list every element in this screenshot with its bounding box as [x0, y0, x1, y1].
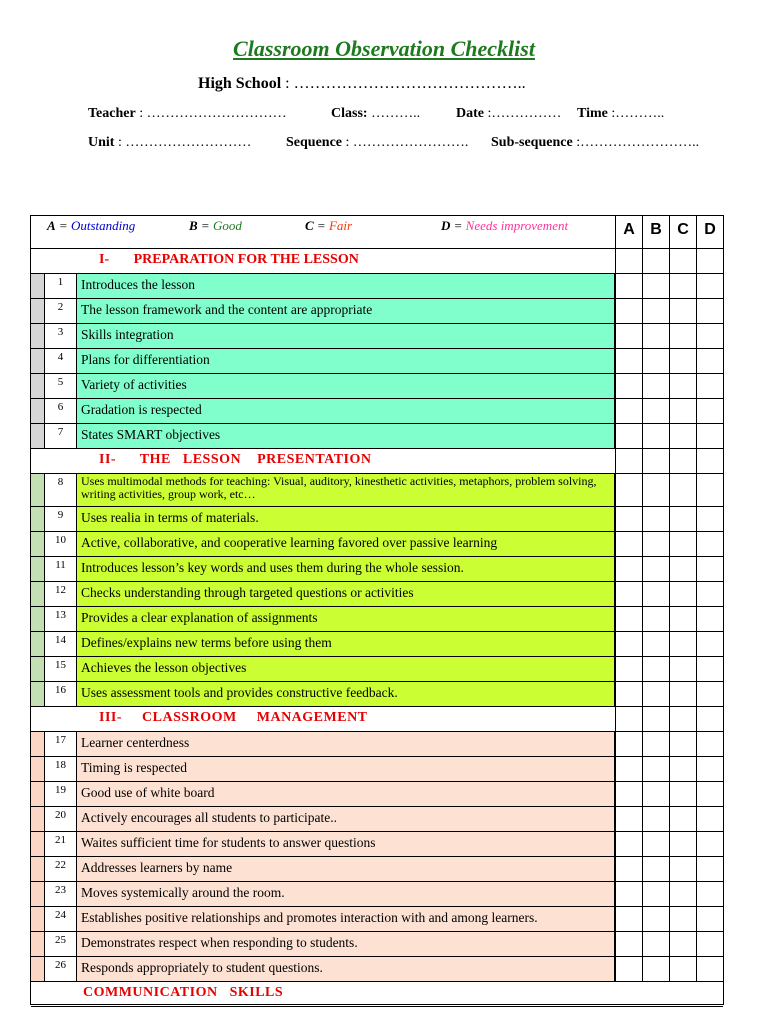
- time-label: Time: [577, 106, 608, 121]
- rating-box-a[interactable]: [615, 932, 642, 956]
- rating-box-d[interactable]: [696, 957, 723, 981]
- rating-box-b[interactable]: [642, 299, 669, 323]
- rating-box-c[interactable]: [669, 682, 696, 706]
- section-title: II- THE LESSON PRESENTATION: [99, 452, 372, 467]
- section-header-row: [31, 449, 723, 474]
- rating-box-b[interactable]: [642, 349, 669, 373]
- rating-box-d[interactable]: [696, 682, 723, 706]
- item-description: Checks understanding through targeted questions or activities: [77, 582, 615, 606]
- item-description: Establishes positive relationships and promotes interaction with and among learners.: [77, 907, 615, 931]
- item-number: 14: [45, 632, 77, 656]
- section-blank-cell: [642, 707, 669, 731]
- rating-box-c[interactable]: [669, 657, 696, 681]
- row-margin-strip: [31, 424, 45, 448]
- checklist-item-row: [31, 349, 723, 374]
- rating-box-d[interactable]: [696, 757, 723, 781]
- rating-box-a[interactable]: [615, 632, 642, 656]
- rating-box-a[interactable]: [615, 557, 642, 581]
- item-description: Uses multimodal methods for teaching: Visual, auditory, kinesthetic activities, metaphors, problem solving, writing activities, group work, etc…: [77, 474, 615, 506]
- item-number: 11: [45, 557, 77, 581]
- rating-box-c[interactable]: [669, 757, 696, 781]
- teacher-field[interactable]: : …………………………: [135, 106, 287, 121]
- rating-box-b[interactable]: [642, 682, 669, 706]
- checklist-item-row: [31, 732, 723, 757]
- row-margin-strip: [31, 857, 45, 881]
- rating-box-b[interactable]: [642, 399, 669, 423]
- rating-box-b[interactable]: [642, 882, 669, 906]
- date-label: Date: [456, 106, 484, 121]
- item-description: Good use of white board: [77, 782, 615, 806]
- checklist-item-row: [31, 374, 723, 399]
- rating-box-c[interactable]: [669, 532, 696, 556]
- time-field[interactable]: :………..: [607, 106, 665, 121]
- item-description: Uses realia in terms of materials.: [77, 507, 615, 531]
- subsequence-field[interactable]: :……………………..: [572, 135, 700, 150]
- section-title: I- PREPARATION FOR THE LESSON: [99, 252, 359, 267]
- rating-box-a[interactable]: [615, 507, 642, 531]
- section-blank-cell: [669, 707, 696, 731]
- rating-box-a[interactable]: [615, 274, 642, 298]
- rating-box-d[interactable]: [696, 907, 723, 931]
- page-title: Classroom Observation Checklist: [233, 36, 535, 61]
- item-number: 13: [45, 607, 77, 631]
- row-margin-strip: [31, 299, 45, 323]
- rating-box-b[interactable]: [642, 932, 669, 956]
- rating-box-c[interactable]: [669, 807, 696, 831]
- rating-box-c[interactable]: [669, 399, 696, 423]
- item-description: Variety of activities: [77, 374, 615, 398]
- rating-box-c[interactable]: [669, 782, 696, 806]
- rating-box-a[interactable]: [615, 782, 642, 806]
- class-field[interactable]: ………..: [367, 106, 421, 121]
- rating-box-a[interactable]: [615, 657, 642, 681]
- item-description: Demonstrates respect when responding to students.: [77, 932, 615, 956]
- rating-box-d[interactable]: [696, 832, 723, 856]
- item-description: The lesson framework and the content are appropriate: [77, 299, 615, 323]
- rating-box-c[interactable]: [669, 857, 696, 881]
- rating-box-d[interactable]: [696, 857, 723, 881]
- unit-label: Unit: [88, 135, 115, 150]
- section-title: COMMUNICATION SKILLS: [83, 985, 284, 1000]
- rating-box-a[interactable]: [615, 374, 642, 398]
- high-school-field[interactable]: : ……………………………………..: [281, 75, 526, 92]
- rating-box-d[interactable]: [696, 374, 723, 398]
- rating-box-b[interactable]: [642, 424, 669, 448]
- rating-box-c[interactable]: [669, 507, 696, 531]
- subsequence-label: Sub-sequence: [491, 135, 573, 150]
- checklist-item-row: [31, 474, 723, 507]
- section-header-row: [31, 249, 723, 274]
- section-blank-cell: [615, 707, 642, 731]
- checklist-item-row: [31, 857, 723, 882]
- row-margin-strip: [31, 274, 45, 298]
- section-blank-cell: [642, 249, 669, 273]
- item-number: 5: [45, 374, 77, 398]
- legend-d: D = Needs improvement: [441, 218, 569, 233]
- rating-box-d[interactable]: [696, 607, 723, 631]
- rating-box-d[interactable]: [696, 557, 723, 581]
- section-blank-cell: [642, 449, 669, 473]
- section-header-row: [31, 707, 723, 732]
- column-header-a: A: [615, 216, 642, 248]
- rating-box-d[interactable]: [696, 424, 723, 448]
- column-header-b: B: [642, 216, 669, 248]
- section-blank-cell: [696, 449, 723, 473]
- rating-box-d[interactable]: [696, 274, 723, 298]
- row-margin-strip: [31, 782, 45, 806]
- checklist-item-row: [31, 299, 723, 324]
- legend-a: A = Outstanding: [47, 218, 136, 233]
- rating-box-c[interactable]: [669, 607, 696, 631]
- rating-box-b[interactable]: [642, 507, 669, 531]
- checklist-item-row: [31, 832, 723, 857]
- rating-box-b[interactable]: [642, 532, 669, 556]
- row-margin-strip: [31, 507, 45, 531]
- row-margin-strip: [31, 607, 45, 631]
- row-margin-strip: [31, 474, 45, 506]
- rating-box-c[interactable]: [669, 732, 696, 756]
- item-number: 23: [45, 882, 77, 906]
- rating-box-b[interactable]: [642, 324, 669, 348]
- row-margin-strip: [31, 349, 45, 373]
- checklist-item-row: [31, 882, 723, 907]
- item-description: Skills integration: [77, 324, 615, 348]
- rating-box-c[interactable]: [669, 374, 696, 398]
- rating-box-b[interactable]: [642, 657, 669, 681]
- rating-box-a[interactable]: [615, 882, 642, 906]
- rating-box-b[interactable]: [642, 832, 669, 856]
- row-margin-strip: [31, 932, 45, 956]
- rating-box-b[interactable]: [642, 857, 669, 881]
- section-blank-cell: [615, 449, 642, 473]
- item-number: 12: [45, 582, 77, 606]
- item-number: 1: [45, 274, 77, 298]
- rating-box-d[interactable]: [696, 782, 723, 806]
- item-number: 10: [45, 532, 77, 556]
- rating-box-c[interactable]: [669, 957, 696, 981]
- rating-box-a[interactable]: [615, 424, 642, 448]
- item-number: 15: [45, 657, 77, 681]
- rating-box-b[interactable]: [642, 757, 669, 781]
- rating-box-a[interactable]: [615, 299, 642, 323]
- item-description: Gradation is respected: [77, 399, 615, 423]
- legend-row: [31, 216, 723, 249]
- rating-box-d[interactable]: [696, 807, 723, 831]
- rating-box-c[interactable]: [669, 349, 696, 373]
- rating-box-b[interactable]: [642, 474, 669, 506]
- item-description: Addresses learners by name: [77, 857, 615, 881]
- rating-box-d[interactable]: [696, 632, 723, 656]
- rating-box-c[interactable]: [669, 299, 696, 323]
- date-field[interactable]: :……………: [484, 106, 562, 121]
- checklist-item-row: [31, 957, 723, 982]
- row-margin-strip: [31, 882, 45, 906]
- row-margin-strip: [31, 657, 45, 681]
- item-description: Provides a clear explanation of assignments: [77, 607, 615, 631]
- item-number: 25: [45, 932, 77, 956]
- checklist-item-row: [31, 424, 723, 449]
- row-margin-strip: [31, 757, 45, 781]
- rating-box-d[interactable]: [696, 507, 723, 531]
- rating-box-c[interactable]: [669, 632, 696, 656]
- rating-box-a[interactable]: [615, 532, 642, 556]
- row-margin-strip: [31, 957, 45, 981]
- item-number: 7: [45, 424, 77, 448]
- rating-box-a[interactable]: [615, 807, 642, 831]
- rating-box-b[interactable]: [642, 274, 669, 298]
- item-number: 9: [45, 507, 77, 531]
- rating-box-a[interactable]: [615, 682, 642, 706]
- rating-box-a[interactable]: [615, 349, 642, 373]
- item-description: Actively encourages all students to participate..: [77, 807, 615, 831]
- rating-box-a[interactable]: [615, 832, 642, 856]
- row-margin-strip: [31, 582, 45, 606]
- row-margin-strip: [31, 682, 45, 706]
- column-header-d: D: [696, 216, 723, 248]
- item-description: Introduces the lesson: [77, 274, 615, 298]
- item-number: 4: [45, 349, 77, 373]
- section-blank-cell: [615, 249, 642, 273]
- checklist-item-row: [31, 907, 723, 932]
- rating-box-b[interactable]: [642, 782, 669, 806]
- rating-box-d[interactable]: [696, 532, 723, 556]
- checklist-item-row: [31, 657, 723, 682]
- rating-box-b[interactable]: [642, 907, 669, 931]
- rating-box-b[interactable]: [642, 632, 669, 656]
- high-school-label: High School: [198, 75, 282, 92]
- item-number: 8: [45, 474, 77, 506]
- rating-box-b[interactable]: [642, 732, 669, 756]
- item-number: 20: [45, 807, 77, 831]
- rating-box-a[interactable]: [615, 757, 642, 781]
- row-margin-strip: [31, 374, 45, 398]
- checklist-item-row: [31, 532, 723, 557]
- row-margin-strip: [31, 324, 45, 348]
- item-description: Achieves the lesson objectives: [77, 657, 615, 681]
- row-margin-strip: [31, 832, 45, 856]
- item-description: Moves systemically around the room.: [77, 882, 615, 906]
- rating-box-d[interactable]: [696, 882, 723, 906]
- item-description: Introduces lesson’s key words and uses them during the whole session.: [77, 557, 615, 581]
- rating-box-d[interactable]: [696, 657, 723, 681]
- rating-box-a[interactable]: [615, 324, 642, 348]
- checklist-item-row: [31, 274, 723, 299]
- legend-c: C = Fair: [305, 218, 353, 233]
- section-blank-cell: [669, 449, 696, 473]
- item-number: 26: [45, 957, 77, 981]
- unit-field[interactable]: : ………………………: [114, 135, 252, 150]
- checklist-item-row: [31, 807, 723, 832]
- checklist-item-row: [31, 557, 723, 582]
- legend-b: B = Good: [189, 218, 242, 233]
- item-description: Responds appropriately to student questions.: [77, 957, 615, 981]
- rating-box-a[interactable]: [615, 582, 642, 606]
- rating-box-a[interactable]: [615, 732, 642, 756]
- teacher-label: Teacher: [88, 106, 136, 121]
- rating-box-b[interactable]: [642, 607, 669, 631]
- item-description: Plans for differentiation: [77, 349, 615, 373]
- row-margin-strip: [31, 907, 45, 931]
- rating-box-d[interactable]: [696, 932, 723, 956]
- item-number: 3: [45, 324, 77, 348]
- column-header-c: C: [669, 216, 696, 248]
- row-margin-strip: [31, 399, 45, 423]
- item-description: Learner centerdness: [77, 732, 615, 756]
- section-blank-cell: [669, 249, 696, 273]
- rating-box-d[interactable]: [696, 324, 723, 348]
- section-blank-cell: [696, 249, 723, 273]
- row-margin-strip: [31, 632, 45, 656]
- checklist-item-row: [31, 607, 723, 632]
- rating-box-a[interactable]: [615, 399, 642, 423]
- rating-box-c[interactable]: [669, 274, 696, 298]
- rating-box-a[interactable]: [615, 474, 642, 506]
- row-margin-strip: [31, 532, 45, 556]
- item-number: 24: [45, 907, 77, 931]
- rating-box-b[interactable]: [642, 582, 669, 606]
- row-margin-strip: [31, 557, 45, 581]
- rating-box-c[interactable]: [669, 474, 696, 506]
- item-number: 2: [45, 299, 77, 323]
- checklist-item-row: [31, 682, 723, 707]
- checklist-item-row: [31, 507, 723, 532]
- rating-box-a[interactable]: [615, 857, 642, 881]
- rating-box-c[interactable]: [669, 882, 696, 906]
- rating-box-d[interactable]: [696, 732, 723, 756]
- item-number: 17: [45, 732, 77, 756]
- item-number: 16: [45, 682, 77, 706]
- checklist-item-row: [31, 932, 723, 957]
- rating-box-c[interactable]: [669, 907, 696, 931]
- section-blank-cell: [696, 707, 723, 731]
- row-margin-strip: [31, 732, 45, 756]
- item-number: 22: [45, 857, 77, 881]
- rating-box-b[interactable]: [642, 957, 669, 981]
- rating-box-c[interactable]: [669, 932, 696, 956]
- rating-box-c[interactable]: [669, 832, 696, 856]
- item-number: 6: [45, 399, 77, 423]
- rating-box-c[interactable]: [669, 557, 696, 581]
- item-description: Timing is respected: [77, 757, 615, 781]
- rating-box-c[interactable]: [669, 324, 696, 348]
- rating-box-d[interactable]: [696, 474, 723, 506]
- rating-box-c[interactable]: [669, 582, 696, 606]
- sequence-label: Sequence: [286, 135, 342, 150]
- rating-box-a[interactable]: [615, 907, 642, 931]
- checklist-item-row: [31, 757, 723, 782]
- rating-box-a[interactable]: [615, 957, 642, 981]
- rating-box-c[interactable]: [669, 424, 696, 448]
- sequence-field[interactable]: : …………………….: [342, 135, 469, 150]
- checklist-item-row: [31, 582, 723, 607]
- item-number: 18: [45, 757, 77, 781]
- row-margin-strip: [31, 807, 45, 831]
- item-number: 19: [45, 782, 77, 806]
- rating-box-d[interactable]: [696, 299, 723, 323]
- item-description: Waites sufficient time for students to answer questions: [77, 832, 615, 856]
- section-title: III- CLASSROOM MANAGEMENT: [99, 710, 368, 725]
- checklist-item-row: [31, 632, 723, 657]
- item-description: States SMART objectives: [77, 424, 615, 448]
- item-description: Uses assessment tools and provides constructive feedback.: [77, 682, 615, 706]
- rating-box-b[interactable]: [642, 807, 669, 831]
- checklist-item-row: [31, 782, 723, 807]
- rating-box-d[interactable]: [696, 582, 723, 606]
- rating-box-d[interactable]: [696, 349, 723, 373]
- section-header-row: [31, 982, 723, 1007]
- class-label: Class:: [331, 106, 368, 121]
- item-description: Active, collaborative, and cooperative learning favored over passive learning: [77, 532, 615, 556]
- item-number: 21: [45, 832, 77, 856]
- rating-box-b[interactable]: [642, 374, 669, 398]
- rating-box-b[interactable]: [642, 557, 669, 581]
- checklist-table: [30, 215, 724, 1005]
- checklist-item-row: [31, 324, 723, 349]
- high-school-line: [198, 75, 526, 93]
- item-description: Defines/explains new terms before using them: [77, 632, 615, 656]
- checklist-item-row: [31, 399, 723, 424]
- rating-box-d[interactable]: [696, 399, 723, 423]
- rating-box-a[interactable]: [615, 607, 642, 631]
